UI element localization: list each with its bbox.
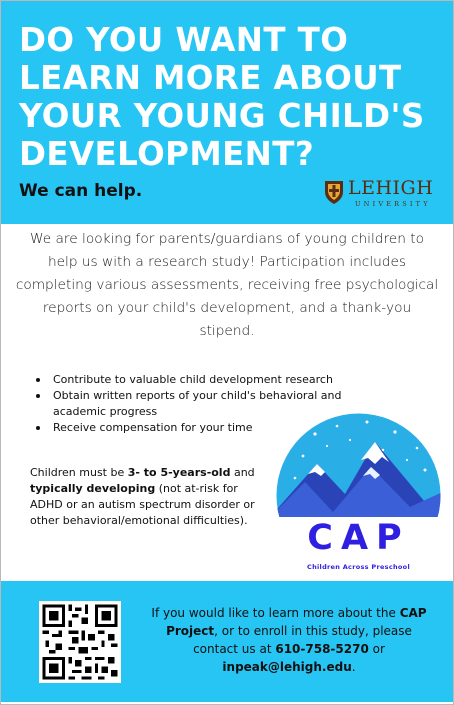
list-item: Contribute to valuable child development research — [33, 372, 393, 388]
eligibility-middle: and — [230, 466, 255, 479]
cap-project-label: CAP Project — [166, 606, 427, 638]
header-banner — [1, 1, 453, 224]
phone-number[interactable]: 610-758-5270 — [275, 642, 369, 656]
logo-name: LEHIGH — [348, 177, 434, 199]
eligibility-suffix: (not at-risk for ADHD or an autism spectrum disorder or other behavioral/emotional difficulties). — [30, 482, 255, 527]
shield-icon — [324, 179, 344, 205]
cap-badge — [275, 412, 442, 579]
eligibility-typical: typically developing — [30, 482, 156, 495]
headline: DO YOU WANT TO LEARN MORE ABOUT YOUR YOUNG CHILD'S DEVELOPMENT? — [19, 21, 425, 173]
contact-text-4: . — [351, 660, 356, 674]
tagline: We can help. — [19, 181, 143, 201]
logo-subtitle: UNIVERSITY — [355, 200, 431, 208]
contact-text-3: or — [368, 642, 385, 656]
eligibility-age: 3- to 5-years-old — [127, 466, 231, 479]
eligibility-prefix: Children must be — [30, 466, 128, 479]
contact-text-1: If you would like to learn more about the — [151, 606, 400, 620]
email-link[interactable]: inpeak@lehigh.edu — [222, 660, 352, 674]
cap-title: CAP — [307, 518, 410, 558]
contact-text-2: , or to enroll in this study, please contact us at — [193, 624, 412, 656]
contact-text — [143, 604, 435, 676]
qr-code-icon[interactable] — [39, 601, 121, 683]
cap-subtitle: Children Across Preschool — [307, 563, 410, 571]
list-item: Receive compensation for your time — [33, 420, 393, 436]
lehigh-logo — [324, 177, 446, 213]
intro-paragraph: We are looking for parents/guardians of young children to help us with a research study! Participation includes completing various assessments, receiving free psychological reports on your child's development, and a thank-you stipend. — [15, 231, 439, 339]
footer-banner — [1, 581, 453, 702]
list-item: Obtain written reports of your child's behavioral and academic progress — [33, 388, 393, 420]
eligibility-text — [30, 465, 270, 529]
